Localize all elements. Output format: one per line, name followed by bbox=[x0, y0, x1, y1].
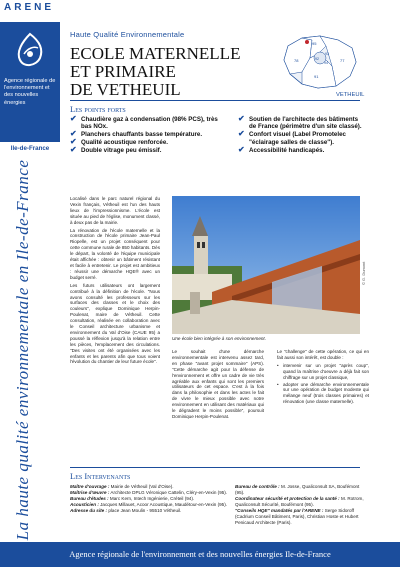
paragraph: Localisé dans le parc naturel régional du Vexin français, Vétheuil est l'un des hauts lieux de l'impressionnisme. L'école est située au pied de l'église, monument classé, à deux pas de la mairie. bbox=[70, 196, 160, 225]
contributor-text: Mairie de Vétheuil (Val d'Oise). bbox=[110, 484, 174, 489]
contributor-role: "Conseils HQE" mandatés par l'ARENE : bbox=[235, 508, 324, 513]
body-column-3 bbox=[277, 349, 369, 406]
photo-credit: © G. Dumont bbox=[361, 261, 366, 285]
body-column-1 bbox=[70, 196, 160, 367]
strength-item: ✔ Chaudière gaz à condensation (98% PCS), très bas NOx. bbox=[70, 114, 218, 131]
ile-de-france-map bbox=[280, 32, 360, 90]
school-photo bbox=[172, 196, 360, 334]
page-title bbox=[70, 45, 280, 99]
checkmark-icon: ✔ bbox=[70, 145, 77, 155]
challenge-list bbox=[277, 363, 369, 405]
strength-item: ✔ Planchers chauffants basse température. bbox=[70, 129, 203, 139]
checkmark-icon: ✔ bbox=[238, 144, 245, 154]
list-item: • intervenir sur un projet "après coup", quand la maîtrise d'oeuvre a déjà fait son chiffrage sur un projet classique, bbox=[277, 363, 369, 381]
contributor-role: Coordinateur sécurité et protection de la santé : bbox=[235, 496, 340, 501]
contributors-heading: Les Intervenants bbox=[70, 471, 131, 481]
strengths-list-right bbox=[238, 116, 363, 155]
contributor-text: M. Josse, Qualiconsult SA, Boufémont (95). bbox=[235, 484, 360, 495]
map-label: 91 bbox=[314, 74, 319, 79]
contributor-role: Maîtrise d'œuvre : bbox=[70, 490, 110, 495]
location-marker-icon bbox=[305, 40, 309, 44]
contributor-text: place Jean Moulin - 95510 Vétheuil. bbox=[108, 508, 182, 513]
contributors-right bbox=[235, 484, 365, 526]
strength-item: ✔ Accessibilité handicapés. bbox=[238, 144, 325, 154]
map-label: 77 bbox=[340, 58, 345, 63]
contributor-text: Jacques Millauet, Acoor Acoustique, Maudétour-en-Vexin (95). bbox=[100, 502, 228, 507]
divider bbox=[70, 100, 360, 101]
title-line: ET PRIMAIRE bbox=[70, 62, 176, 81]
contributor-entry bbox=[235, 508, 365, 526]
map-label: 78 bbox=[294, 58, 299, 63]
arene-logo-icon bbox=[10, 30, 50, 74]
map-label: 92 bbox=[315, 57, 319, 61]
contributor-entry bbox=[235, 484, 365, 496]
checkmark-icon: ✔ bbox=[238, 129, 245, 139]
strength-item: ✔ Soutien de l'architecte des bâtiments de France (périmètre d'un site classé). bbox=[238, 114, 362, 131]
footer-banner: Agence régionale de l'environnement et des nouvelles énergies Ile-de-France bbox=[0, 542, 400, 567]
contributor-text: M. Rotrom, Qualiconsult Sécurité, Boufémont (95). bbox=[235, 496, 364, 507]
brand-name: ARENE bbox=[4, 2, 55, 13]
title-line: ECOLE MATERNELLE bbox=[70, 44, 241, 63]
location-label: VETHEUIL bbox=[336, 92, 365, 98]
map-label: 95 bbox=[312, 41, 317, 46]
paragraph: Les futurs utilisateurs ont largement contribué à la définition de l'école. "Nous avons consulté les professeurs sur les surfaces des classes et le choix des couleurs", explique Dominique Herpin-Poulenat, maire de Vétheuil. Cette consultation, réalisée en collaboration avec le Conseil architecture urbanisme et environnement du Val d'Oise (CAUE 95) a poussé la réflexion jusqu'à la relation entre les pièces, l'emplacement des circulations. "Des visites ont été organisées avec les enfants et les parents afin que tous voient l'évolution du chantier de leur future école". bbox=[70, 282, 160, 365]
contributor-role: Acousticien : bbox=[70, 502, 99, 507]
contributor-role: Adresse du site : bbox=[70, 508, 108, 513]
contributor-role: Bureau d'études : bbox=[70, 496, 109, 501]
paragraph: Le souhait d'une démarche environnementale est intervenu assez tard, en phase "avant projet sommaire" (APS). "Cette démarche agit pour la défense de l'environnement et offre un cadre de vie très agréable aux enfants qui sont les premiers utilisateurs de cet espace. C'est à la fois dans la philosophie et dans les actes le fait de vivre le mieux possible avec notre environnement en utilisant des matériaux qui le dégradent le moins possible", poursuit Dominique Herpin-Poulenat. bbox=[172, 349, 264, 419]
checkmark-icon: ✔ bbox=[70, 114, 77, 123]
checkmark-icon: ✔ bbox=[70, 129, 77, 139]
map-label: 93 bbox=[325, 52, 329, 56]
divider bbox=[70, 467, 360, 468]
contributors-left bbox=[70, 484, 230, 514]
photo-caption: Une école bien intégrée à son environnement. bbox=[172, 336, 266, 341]
list-item: • adopter une démarche environnementale sur une opération de budget modeste qui mélange neuf (trois classes primaires) et rénovation (une classe maternelle). bbox=[277, 382, 369, 406]
title-line: DE VETHEUIL bbox=[70, 80, 181, 99]
map-label: 94 bbox=[324, 61, 328, 65]
brand-region: Ile-de-France bbox=[10, 145, 50, 152]
paragraph: Le "challenge" de cette opération, ce qui en fait aussi son intérêt, est double : bbox=[277, 349, 369, 360]
series-label: Haute Qualité Environnementale bbox=[70, 30, 185, 39]
checkmark-icon: ✔ bbox=[238, 114, 245, 123]
contributor-text: Marc Kern, Intech Ingénierie, Créteil (94). bbox=[109, 496, 195, 501]
contributor-entry bbox=[235, 496, 365, 508]
body-column-2 bbox=[172, 349, 264, 422]
brand-description: Agence régionale de l'environnement et des nouvelles énergies bbox=[4, 78, 56, 106]
contributor-role: Bureau de contrôle : bbox=[235, 484, 280, 489]
contributor-text: Architecte DPLG Véronique Cattelin, Cléry-en-Vexin (95). bbox=[110, 490, 228, 495]
contributor-role: Maître d'ouvrage : bbox=[70, 484, 110, 489]
paragraph: La rénovation de l'école maternelle et la construction de l'école primaire Jean-Paul Riopelle, est un projet conséquent pour cette commune rurale de 850 habitants. Dès le départ, la volonté de l'équipe municipale était affichée : obtenir un bâtiment résistant et facile à entretenir. Le projet est ambitieux : réussir une démarche HQE® avec un budget serré. bbox=[70, 227, 160, 280]
vertical-series-title: La haute qualité environnementale en Ile-de-France bbox=[13, 159, 32, 541]
strength-item: ✔ Confort visuel (Label Promotelec "éclairage salles de classe"). bbox=[238, 129, 346, 146]
contributor-entry bbox=[70, 508, 230, 514]
strengths-list-left bbox=[70, 116, 220, 155]
strength-item: ✔ Double vitrage peu émissif. bbox=[70, 145, 162, 155]
strengths-heading: Les points forts bbox=[70, 104, 126, 114]
left-sidebar bbox=[0, 0, 60, 542]
checkmark-icon: ✔ bbox=[70, 137, 77, 147]
contributor-text: Serge Sidoroff (Cadrium Conseil Bâtiment, Paris), Christian Hoste et Hubert Penicaud Architecte (Paris). bbox=[235, 508, 359, 525]
strength-item: ✔ Qualité acoustique renforcée. bbox=[70, 137, 168, 147]
